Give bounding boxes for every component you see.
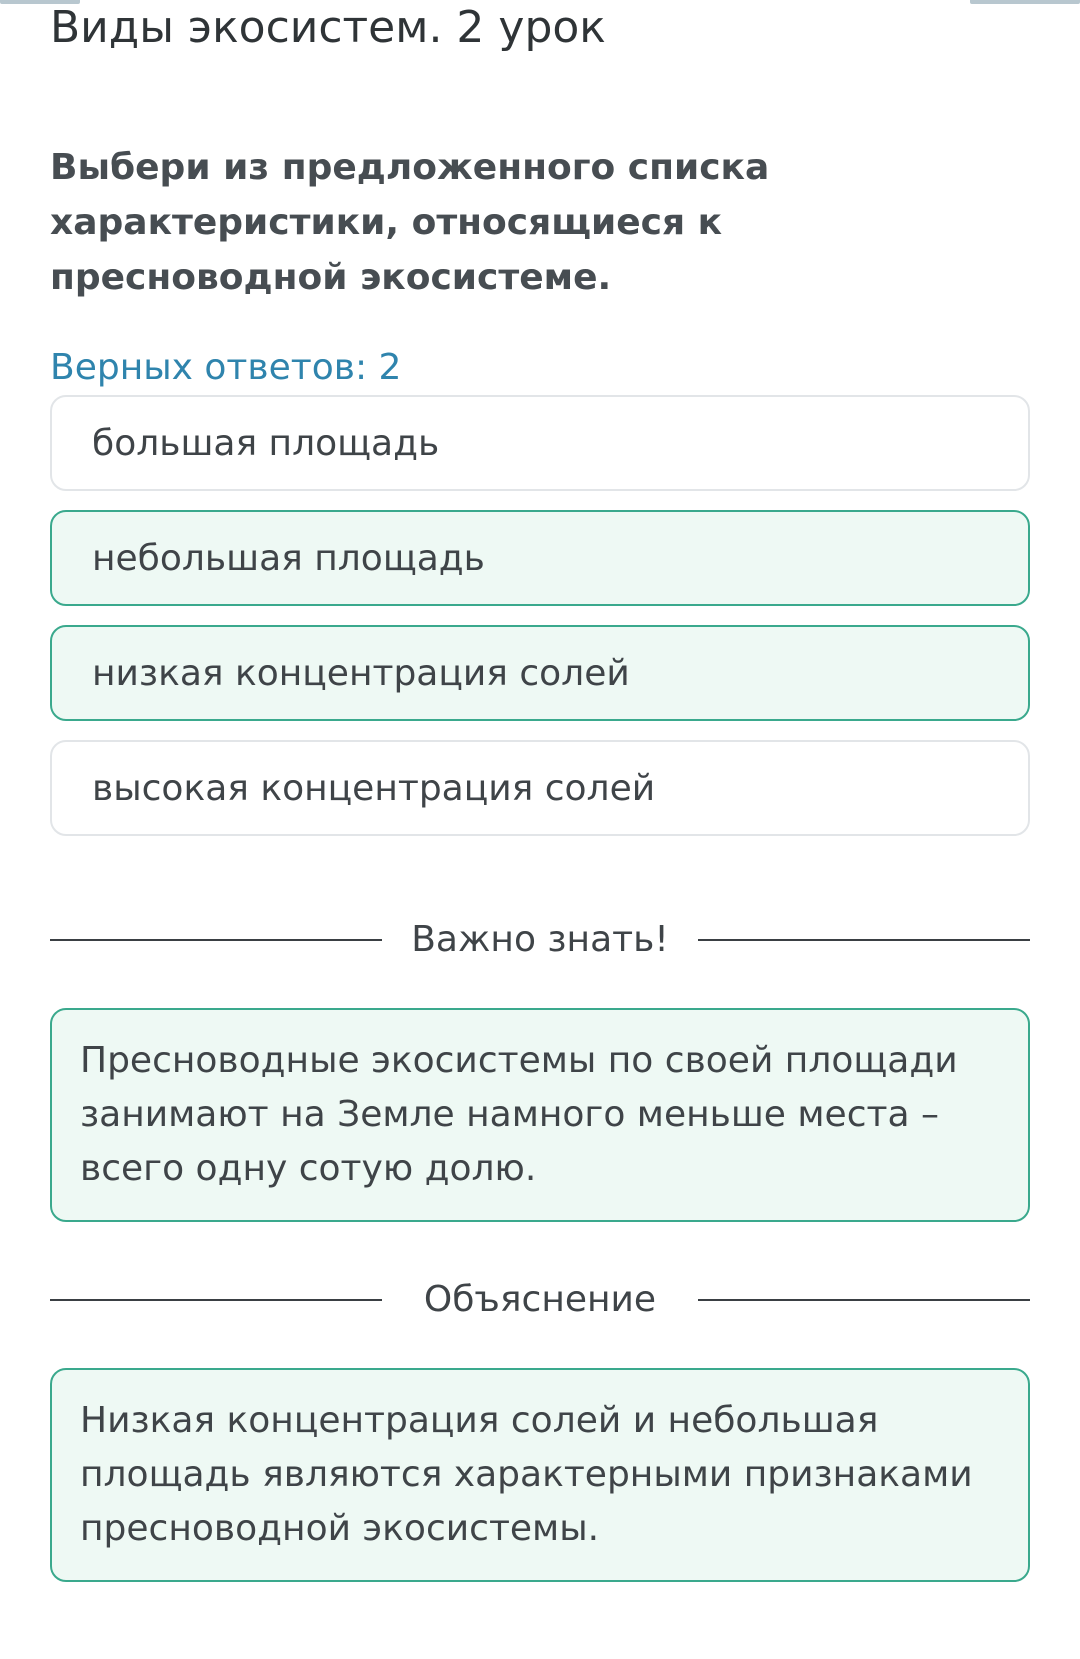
question-text: Выбери из предложенного списка характеристики, относящиеся к пресноводной экосистеме. [50,147,770,298]
top-edge-right [970,0,1080,4]
important-box [50,1008,1030,1222]
correct-answers-count: Верных ответов: 2 [50,347,402,388]
option-label: небольшая площадь [92,537,485,579]
option-label: низкая концентрация солей [92,652,630,694]
explanation-heading: Объяснение [423,1279,657,1320]
option-low-salt[interactable] [50,625,1030,721]
divider-line-right [698,939,1030,941]
divider-line-right [698,1299,1030,1301]
lesson-title: Виды экосистем. 2 урок [50,2,606,53]
important-heading: Важно знать! [411,919,669,960]
option-label: большая площадь [92,422,440,464]
important-text: Пресноводные экосистемы по своей площади занимают на Земле намного меньше места – всего одну сотую долю. [80,1040,958,1189]
explanation-text: Низкая концентрация солей и небольшая площадь являются характерными признаками пресноводной экосистемы. [80,1400,973,1549]
explanation-box [50,1368,1030,1582]
option-small-area[interactable] [50,510,1030,606]
important-divider [50,915,1030,965]
option-high-salt[interactable] [50,740,1030,836]
option-large-area[interactable] [50,395,1030,491]
explanation-divider [50,1275,1030,1325]
option-label: высокая концентрация солей [92,767,656,809]
